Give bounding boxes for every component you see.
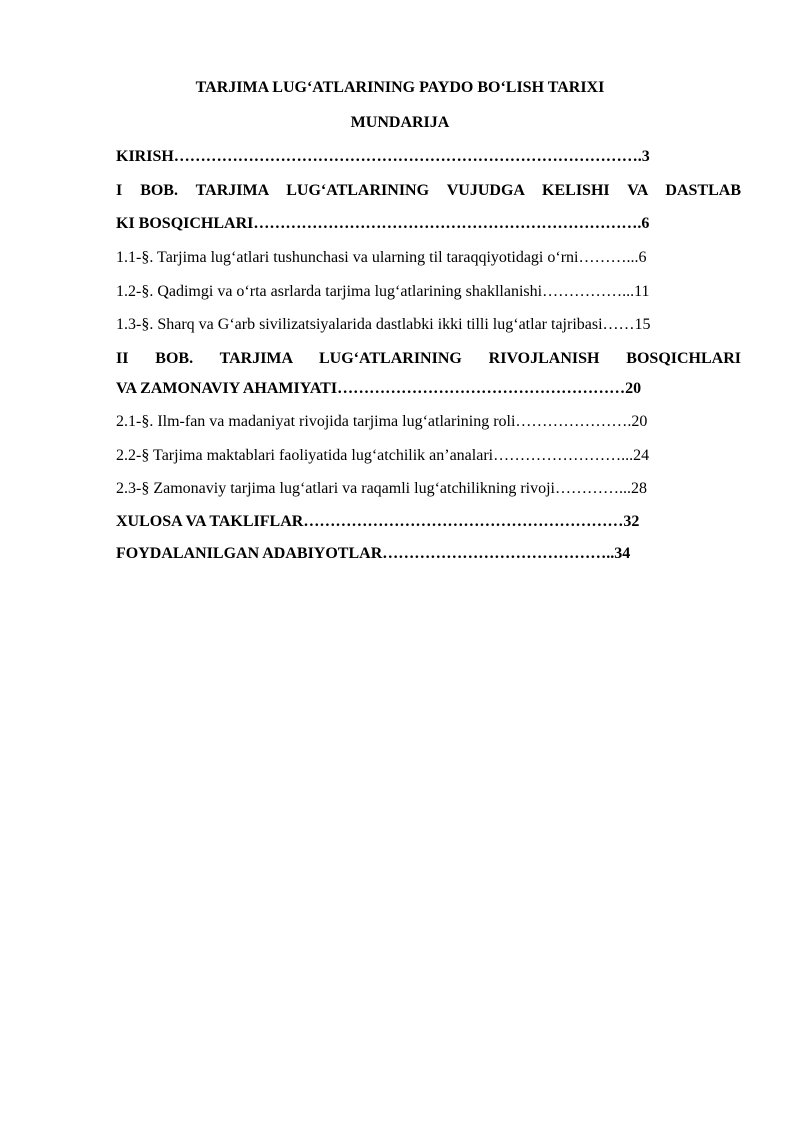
toc-entry-section-2-1: 2.1-§. Ilm-fan va madaniyat rivojida tarjima lug‘atlarining roli………………….20 — [116, 413, 648, 430]
toc-entry-adabiyotlar: FOYDALANILGAN ADABIYOTLAR……………………………………..34 — [116, 545, 631, 562]
toc-entry-chapter-2-line-1: II BOB. TARJIMA LUG‘ATLARINING RIVOJLANISH BOSQICHLARI — [116, 350, 741, 367]
toc-entry-chapter-1-line-1: I BOB. TARJIMA LUG‘ATLARINING VUJUDGA KELISHI VA DASTLAB — [116, 182, 741, 199]
toc-heading: MUNDARIJA — [350, 114, 450, 131]
toc-entry-section-1-3: 1.3-§. Sharq va G‘arb sivilizatsiyalarida dastlabki ikki tilli lug‘atlar tajribasi……15 — [116, 316, 651, 333]
toc-entry-section-1-1: 1.1-§. Tarjima lug‘atlari tushunchasi va ularning til taraqqiyotidagi o‘rni………...6 — [116, 249, 647, 266]
document-title: TARJIMA LUG‘ATLARINING PAYDO BO‘LISH TARIXI — [195, 79, 605, 96]
toc-entry-chapter-2-line-2: VA ZAMONAVIY AHAMIYATI………………………………………………20 — [116, 380, 642, 397]
toc-entry-section-2-3: 2.3-§ Zamonaviy tarjima lug‘atlari va raqamli lug‘atchilikning rivoji…………...28 — [116, 480, 647, 497]
toc-entry-xulosa: XULOSA VA TAKLIFLAR……………………………………………………32 — [116, 513, 640, 530]
toc-entry-section-1-2: 1.2-§. Qadimgi va o‘rta asrlarda tarjima lug‘atlarining shakllanishi……………...11 — [116, 283, 650, 300]
toc-entry-section-2-2: 2.2-§ Tarjima maktablari faoliyatida lug‘atchilik an’analari……………………...24 — [116, 447, 650, 464]
toc-entry-kirish: KIRISH…………………………………………………………………………….3 — [116, 148, 650, 165]
toc-entry-chapter-1-line-2: KI BOSQICHLARI……………………………………………………………….6 — [116, 215, 650, 232]
